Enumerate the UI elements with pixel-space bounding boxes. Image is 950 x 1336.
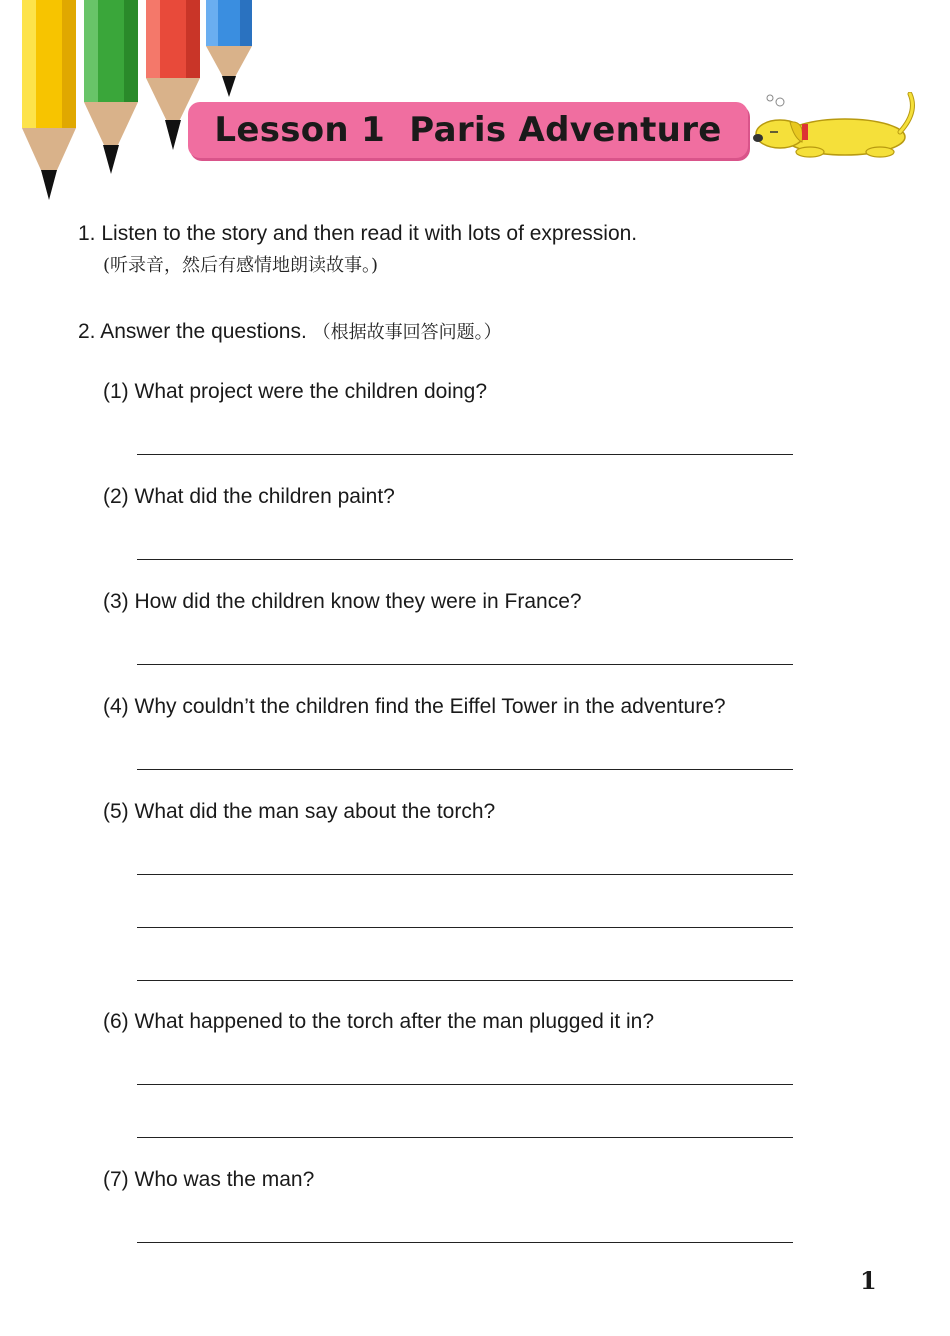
question-6: (6) What happened to the torch after the man plugged it in?	[103, 1010, 655, 1033]
instruction-1: 1. Listen to the story and then read it with lots of expression.	[78, 222, 638, 245]
question-5: (5) What did the man say about the torch?	[103, 800, 496, 823]
instruction-2	[78, 318, 502, 347]
sleeping-dog-illustration	[750, 92, 920, 158]
page-number: 1	[860, 1266, 877, 1295]
page-title: Lesson 1 Paris Adventure	[214, 110, 722, 150]
answer-line[interactable]	[137, 1084, 793, 1085]
answer-line[interactable]	[137, 769, 793, 770]
question-1: (1) What project were the children doing?	[103, 380, 488, 403]
answer-line[interactable]	[137, 1137, 793, 1138]
answer-line[interactable]	[137, 559, 793, 560]
answer-line[interactable]	[137, 664, 793, 665]
answer-line[interactable]	[137, 927, 793, 928]
instruction-1-translation: (听录音，然后有感情地朗读故事。)	[103, 255, 379, 276]
answer-line[interactable]	[137, 980, 793, 981]
question-4: (4) Why couldn’t the children find the Eiffel Tower in the adventure?	[103, 695, 726, 718]
question-7: (7) Who was the man?	[103, 1168, 315, 1191]
question-2: (2) What did the children paint?	[103, 485, 395, 508]
title-banner	[188, 102, 748, 158]
question-3: (3) How did the children know they were in France?	[103, 590, 582, 613]
instruction-2-translation: （根据故事回答问题。）	[312, 322, 502, 343]
answer-line[interactable]	[137, 874, 793, 875]
answer-line[interactable]	[137, 1242, 793, 1243]
instruction-2-text: 2. Answer the questions.	[78, 320, 307, 343]
answer-line[interactable]	[137, 454, 793, 455]
